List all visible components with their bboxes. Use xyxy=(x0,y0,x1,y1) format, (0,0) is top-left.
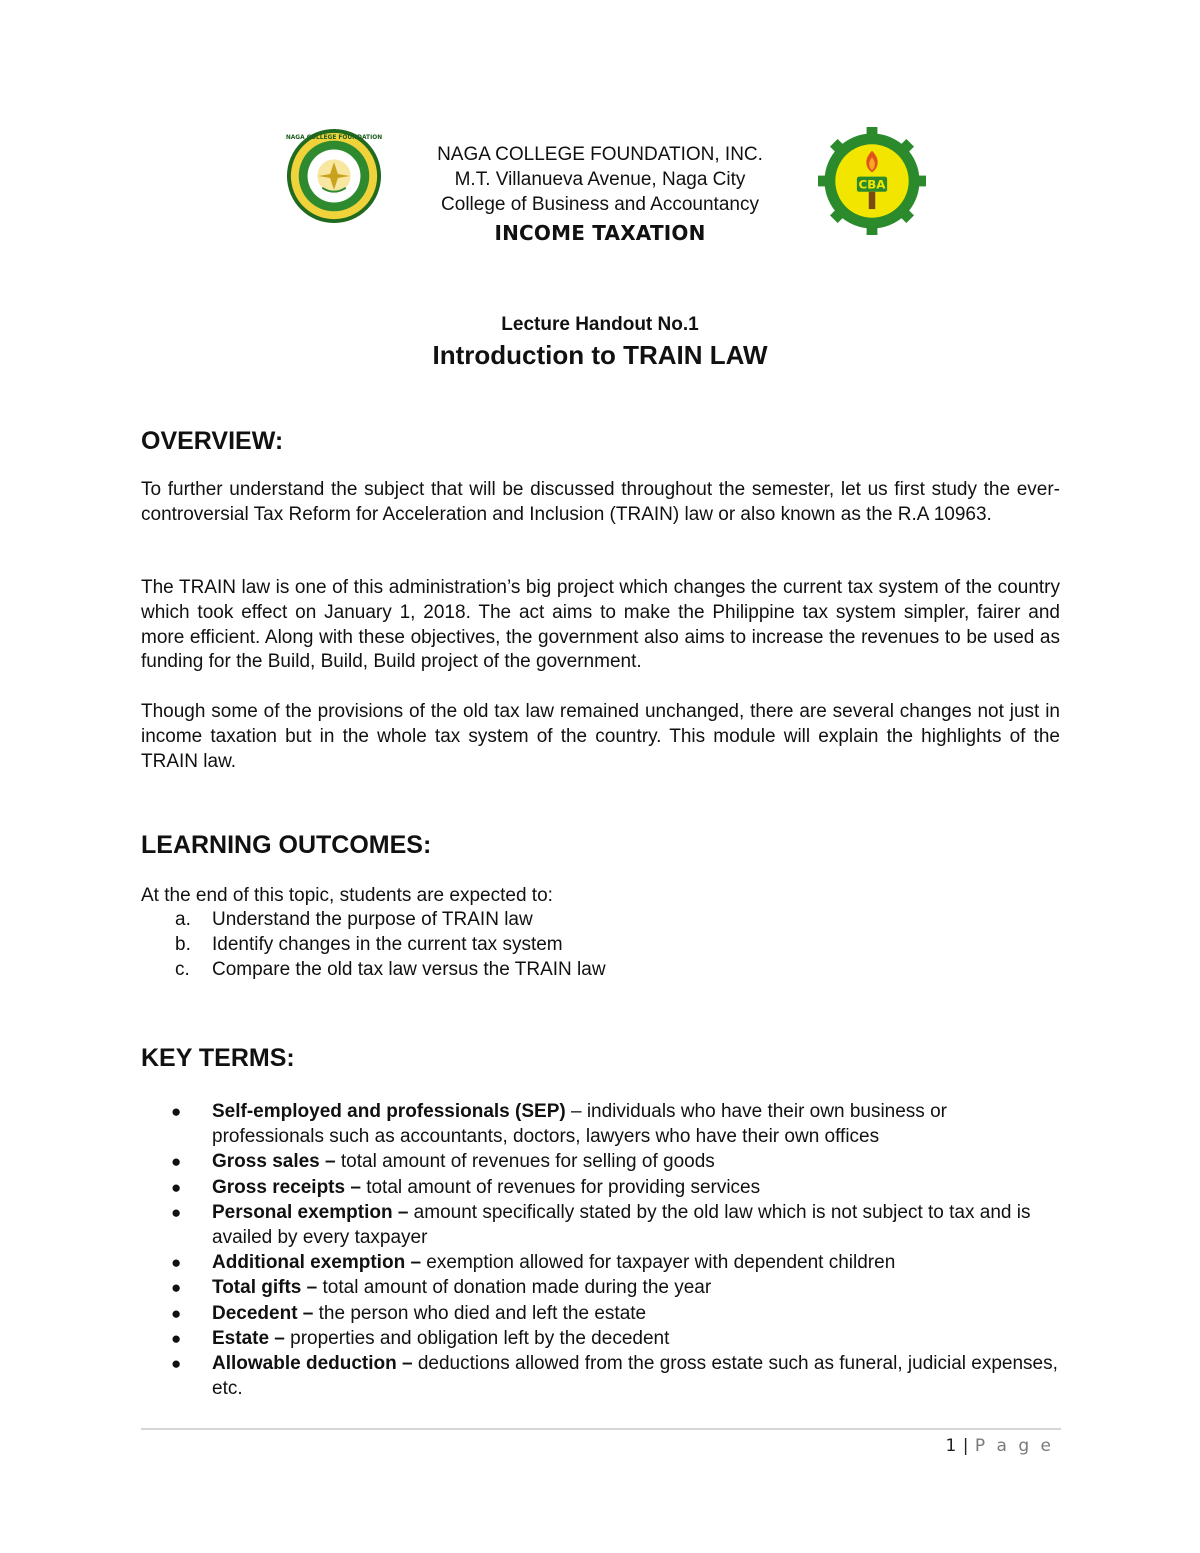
svg-text:CBA: CBA xyxy=(858,177,886,192)
definition: amount specifically stated by the old law which is not subject to tax and is availed by every taxpayer xyxy=(212,1201,1031,1249)
bullet-icon: ● xyxy=(171,1202,182,1222)
definition: total amount of revenues for selling of goods xyxy=(335,1151,715,1173)
institution-header xyxy=(340,142,860,246)
outcomes-list xyxy=(175,908,606,982)
bullet-icon: ● xyxy=(171,1303,182,1323)
list-item xyxy=(175,933,606,958)
bullet-icon: ● xyxy=(171,1354,182,1374)
term: Decedent – xyxy=(212,1302,314,1324)
list-item xyxy=(171,1149,1060,1174)
page-separator: | xyxy=(962,1436,969,1456)
list-item xyxy=(171,1275,1060,1300)
definition: exemption allowed for taxpayer with dependent children xyxy=(421,1252,896,1274)
list-item xyxy=(171,1175,1060,1200)
course-title: INCOME TAXATION xyxy=(494,221,706,245)
list-marker: c. xyxy=(175,958,190,980)
handout-topic: Introduction to TRAIN LAW xyxy=(432,340,768,370)
term: Gross receipts – xyxy=(212,1176,361,1198)
list-item-text: Identify changes in the current tax system xyxy=(212,933,563,955)
list-item-text: Understand the purpose of TRAIN law xyxy=(212,909,533,930)
institution-address: M.T. Villanueva Avenue, Naga City xyxy=(454,169,746,190)
handout-title-block xyxy=(300,313,900,371)
bullet-icon: ● xyxy=(171,1152,182,1172)
page-word: P a g e xyxy=(974,1436,1054,1456)
term: Gross sales – xyxy=(212,1151,336,1173)
overview-paragraph: To further understand the subject that will be discussed throughout the semester, let us first study the ever-controversial Tax Reform for Acceleration and Inclusion (TRAIN) law or also known as the R.A 10963. xyxy=(141,479,1060,525)
term: Additional exemption – xyxy=(212,1252,422,1274)
definition: deductions allowed from the gross estate such as funeral, judicial expenses, etc. xyxy=(212,1353,1058,1400)
bullet-icon: ● xyxy=(171,1177,182,1197)
bullet-icon: ● xyxy=(171,1278,182,1298)
list-item xyxy=(171,1351,1060,1401)
college-name: College of Business and Accountancy xyxy=(441,194,759,215)
list-item xyxy=(171,1326,1060,1351)
outcomes-intro: At the end of this topic, students are expected to: xyxy=(141,885,553,906)
institution-name: NAGA COLLEGE FOUNDATION, INC. xyxy=(437,144,763,165)
list-item xyxy=(171,1200,1060,1250)
term: Total gifts – xyxy=(212,1277,318,1299)
list-item xyxy=(171,1099,1060,1149)
key-terms-heading: KEY TERMS: xyxy=(141,1044,295,1072)
definition: the person who died and left the estate xyxy=(313,1302,647,1324)
list-item xyxy=(175,958,606,983)
definition: – individuals who have their own business or professionals such as accountants, doctors, lawyers who have their own offices xyxy=(212,1101,947,1148)
key-terms-list xyxy=(171,1099,1060,1401)
term: Self-employed and professionals (SEP) xyxy=(212,1101,566,1122)
page-number: 1 xyxy=(945,1436,957,1456)
learning-outcomes-heading: LEARNING OUTCOMES: xyxy=(141,831,432,859)
bullet-icon: ● xyxy=(171,1328,182,1348)
term: Allowable deduction – xyxy=(212,1353,413,1375)
page-footer xyxy=(945,1436,1054,1456)
svg-text:NAGA COLLEGE FOUNDATION: NAGA COLLEGE FOUNDATION xyxy=(285,134,383,141)
bullet-icon: ● xyxy=(171,1102,182,1121)
definition: total amount of donation made during the year xyxy=(317,1277,712,1299)
term: Personal exemption – xyxy=(212,1201,409,1223)
handout-number: Lecture Handout No.1 xyxy=(501,314,699,335)
list-item xyxy=(171,1301,1060,1326)
definition: properties and obligation left by the decedent xyxy=(284,1327,670,1349)
overview-heading: OVERVIEW: xyxy=(141,427,284,455)
list-marker: b. xyxy=(175,933,191,955)
list-item xyxy=(175,908,606,933)
footer-divider xyxy=(141,1428,1061,1430)
overview-paragraph: Though some of the provisions of the old tax law remained unchanged, there are several changes not just in income taxation but in the whole tax system of the country. This module will explain the highlights of the TRAIN law. xyxy=(141,701,1060,772)
definition: total amount of revenues for providing services xyxy=(360,1176,761,1198)
term: Estate – xyxy=(212,1327,285,1349)
overview-paragraph: The TRAIN law is one of this administration’s big project which changes the current tax system of the country which took effect on January 1, 2018. The act aims to make the Philippine tax system simpler, fairer and more efficient. Along with these objectives, the government also aims to increase the revenues to be used as funding for the Build, Build, Build project of the government. xyxy=(141,577,1060,673)
list-item-text: Compare the old tax law versus the TRAIN law xyxy=(212,958,606,980)
list-marker: a. xyxy=(175,909,191,930)
list-item xyxy=(171,1250,1060,1275)
bullet-icon: ● xyxy=(171,1253,182,1273)
